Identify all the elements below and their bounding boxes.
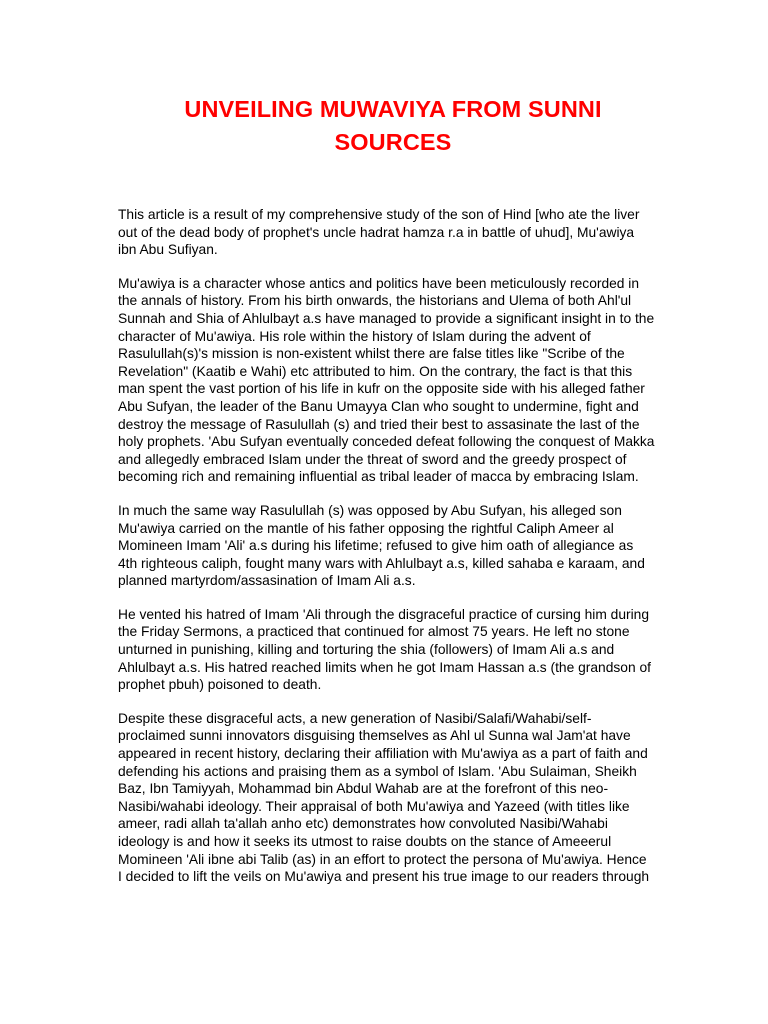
document-title: UNVEILING MUWAVIYA FROM SUNNI SOURCES [184, 96, 602, 155]
paragraph-new-generation: Despite these disgraceful acts, a new generation of Nasibi/Salafi/Wahabi/self- proclaimed sunni innovators disguising themselves as Ahl ul Sunna wal Jam'at have appeared in recent history, declaring their affiliation with Mu'awiya as a part of faith and defending his actions and praising them as a symbol of Islam. 'Abu Sulaiman, Sheikh Baz, Ibn Tamiyyah, Mohammad bin Abdul Wahab are at the forefront of this neo- Nasibi/wahabi ideology. Their appraisal of both Mu'awiya and Yazeed (with titles like ameer, radi allah ta'allah anho etc) demonstrates how convoluted Nasibi/Wahabi ideology is and how it seeks its utmost to raise doubts on the stance of Ameeerul Momineen 'Ali ibne abi Talib (as) in an effort to protect the persona of Mu'awiya. Hence I decided to lift the veils on Mu'awiya and present his true image to our readers through [118, 710, 650, 885]
paragraph-intro: This article is a result of my comprehensive study of the son of Hind [who ate the liver out of the dead body of prophet's uncle hadrat hamza r.a in battle of uhud], Mu'awiya ibn Abu Sufiyan. [118, 207, 640, 258]
paragraph-hatred: He vented his hatred of Imam 'Ali through the disgraceful practice of cursing him during the Friday Sermons, a practiced that continued for almost 75 years. He left no stone unturned in punishing, killing and torturing the shia (followers) of Imam Ali a.s and Ahlulbayt a.s. His hatred reached limits when he got Imam Hassan a.s (the grandson of prophet pbuh) poisoned to death. [118, 606, 651, 693]
paragraph-character: Mu'awiya is a character whose antics and politics have been meticulously recorded in the annals of history. From his birth onwards, the historians and Ulema of both Ahl'ul Sunnah and Shia of Ahlulbayt a.s have managed to provide a significant insight in to the character of Mu'awiya. His role within the history of Islam during the advent of Rasulullah(s)'s mission is non-existent whilst there are false titles like "Scribe of the Revelation" (Kaatib e Wahi) etc attributed to him. On the contrary, the fact is that this man spent the vast portion of his life in kufr on the opposite side with his alleged father Abu Sufyan, the leader of the Banu Umayya Clan who sought to undermine, fight and destroy the message of Rasulullah (s) and tried their best to assasinate the last of the holy prophets. 'Abu Sufyan eventually conceded defeat following the conquest of Makka and allegedly embraced Islam under the threat of sword and the greedy prospect of becoming rich and remaining influential as tribal leader of macca by embracing Islam. [118, 275, 655, 485]
paragraph-opposition: In much the same way Rasulullah (s) was opposed by Abu Sufyan, his alleged son Mu'awiya carried on the mantle of his father opposing the rightful Caliph Ameer al Momineen Imam 'Ali' a.s during his lifetime; refused to give him oath of allegiance as 4th righteous caliph, fought many wars with Ahlulbayt a.s, killed sahaba e karaam, and planned martyrdom/assasination of Imam Ali a.s. [118, 502, 645, 589]
document-body [118, 206, 668, 886]
